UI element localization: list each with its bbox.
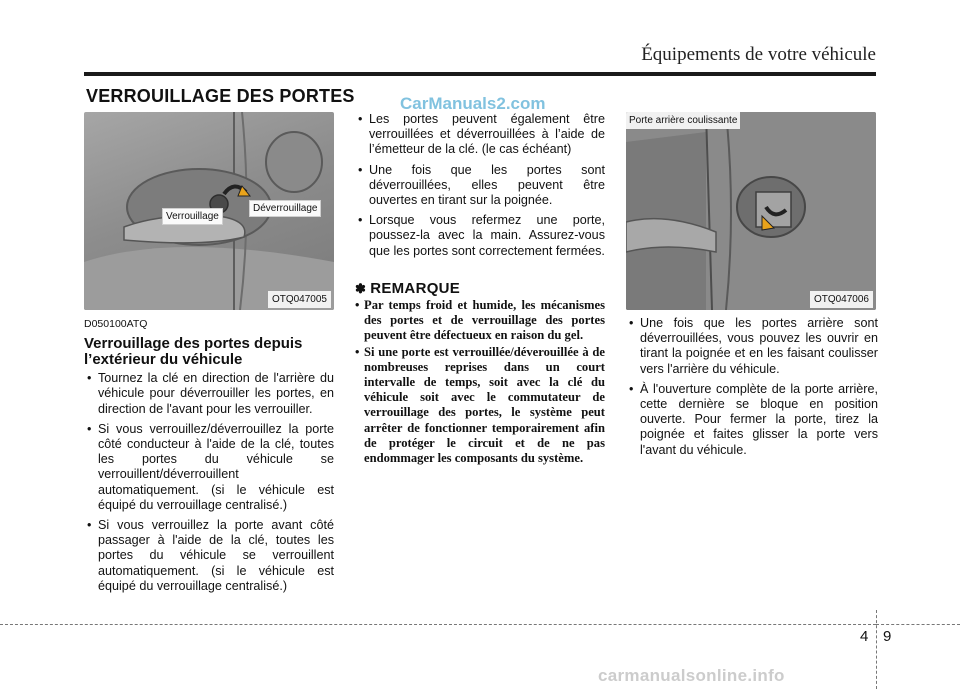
list-item: • Tournez la clé en direction de l'arrière du véhicule pour déverrouiller les portes, en direction de l'avant pour les verrouiller. (84, 371, 334, 417)
note-title (355, 281, 605, 296)
photo-code: OTQ047006 (810, 291, 873, 308)
left-bullets (84, 371, 334, 594)
right-bullets (626, 316, 878, 458)
note-title-text: REMARQUE (370, 279, 461, 297)
unlock-callout: Déverrouillage (249, 200, 321, 217)
photo-code: OTQ047005 (268, 291, 331, 308)
list-item: • Une fois que les portes sont déverrouillées, elles peuvent être ouvertes en tirant sur la poignée. (355, 163, 605, 209)
list-item: • Une fois que les portes arrière sont déverrouillées, vous pouvez les ouvrir en tirant la poignée et en les faisant coulisser vers l'arrière du véhicule. (626, 316, 878, 377)
section-title: VERROUILLAGE DES PORTES (86, 86, 355, 106)
page-number: 9 (883, 628, 892, 645)
reference-code: D050100ATQ (84, 318, 148, 330)
chapter-title: Équipements de votre véhicule (641, 44, 876, 65)
star-icon: ✽ (355, 280, 367, 296)
sliding-door-illustration (626, 112, 876, 310)
lock-callout: Verrouillage (162, 208, 223, 225)
note-item: • Si une porte est verrouillée/déverouillée à de nombreuses reprises dans un court intervalle de temps, soit avec la clé du véhicule soit avec le commutateur de verrouillage des portes, le système peut arrêter de fonctionner temporairement afin de protéger le circuit et de ne pas endommager les composants du système. (355, 345, 605, 467)
middle-bullets (355, 112, 605, 259)
list-item: • À l'ouverture complète de la porte arrière, cette dernière se bloque en position ouverte. Pour fermer la porte, tirez la poignée et faites glisser la porte vers l'avant du véhicule. (626, 382, 878, 458)
list-item: • Lorsque vous refermez une porte, poussez-la avec la main. Assurez-vous que les portes sont correctement fermées. (355, 213, 605, 259)
note-list (355, 298, 605, 466)
chapter-number: 4 (860, 628, 869, 645)
list-item: • Si vous verrouillez/déverrouillez la porte côté conducteur à l'aide de la clé, toutes les portes du véhicule se verrouillent/déverrouillent automatiquement. (si le véhicule est équipé du verrouillage centralisé.) (84, 422, 334, 513)
subheading: Verrouillage des portes depuis l’extérieur du véhicule (84, 335, 303, 369)
door-lock-photo (84, 112, 334, 310)
note-item: • Par temps froid et humide, les mécanismes des portes et de verrouillage des portes peuvent être défectueux en raison du gel. (355, 298, 605, 344)
left-column (84, 112, 334, 599)
footer-vertical-divider (876, 610, 877, 689)
watermark-bottom: carmanualsonline.info (598, 666, 785, 685)
footer-divider-right (876, 624, 960, 625)
watermark-top: CarManuals2.com (400, 94, 546, 113)
header-rule (84, 72, 876, 76)
middle-column (355, 112, 605, 467)
list-item: • Les portes peuvent également être verrouillées et déverrouillées à l’aide de l’émetteur de la clé. (le cas échéant) (355, 112, 605, 158)
right-column (626, 112, 878, 463)
list-item: • Si vous verrouillez la porte avant côté passager à l'aide de la clé, toutes les portes du véhicule se verrouillent automatiquement. (si le véhicule est équipé du verrouillage centralisé.) (84, 518, 334, 594)
footer-divider (0, 624, 876, 625)
sliding-door-photo (626, 112, 876, 310)
sliding-door-callout: Porte arrière coulissante (626, 112, 740, 129)
